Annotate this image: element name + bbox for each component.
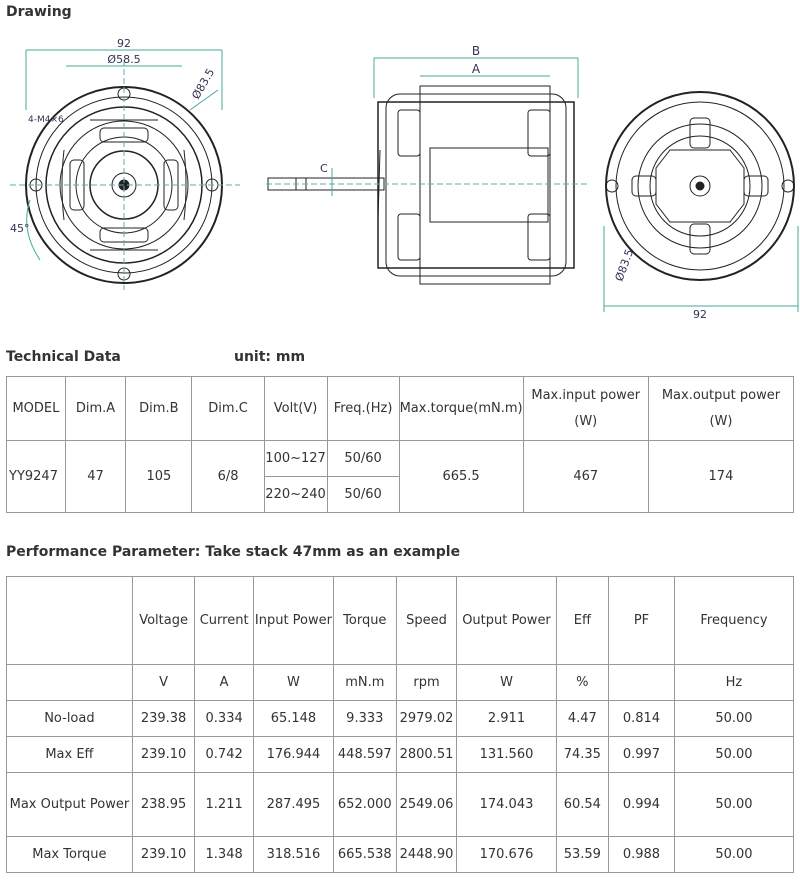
performance-row-max-output-power [7,773,794,837]
cell-torque: 652.000 [333,773,396,837]
unit-torque: mN.m [333,665,396,701]
header-speed: Speed [396,577,457,665]
cell-torque: 665.538 [333,837,396,873]
cell-current: 0.334 [195,701,254,737]
technical-unit: unit: mm [234,349,306,365]
front-inner-dia-dim: Ø58.5 [107,53,141,66]
freq-value-1: 50/60 [327,441,399,477]
cell-eff: 74.35 [556,737,608,773]
cell-voltage: 239.10 [132,737,194,773]
row-label: Max Torque [7,837,133,873]
header-output-power: Output Power [457,577,556,665]
performance-header-row [7,577,794,665]
back-view [604,92,798,312]
header-dim-b: Dim.B [126,377,192,441]
cell-speed: 2549.06 [396,773,457,837]
header-max-input: Max.input power (W) [523,377,648,441]
volt-value-1: 100~127 [264,441,327,477]
header-model: MODEL [7,377,66,441]
row-label: No-load [7,701,133,737]
cell-current: 1.211 [195,773,254,837]
cell-torque: 9.333 [333,701,396,737]
cell-pf: 0.988 [609,837,675,873]
technical-row-1 [7,441,794,477]
header-eff: Eff [556,577,608,665]
cell-frequency: 50.00 [674,837,793,873]
model-value: YY9247 [7,441,66,513]
technical-data-table [6,376,794,513]
volt-value-2: 220~240 [264,477,327,513]
freq-value-2: 50/60 [327,477,399,513]
header-frequency: Frequency [674,577,793,665]
performance-row-no-load [7,701,794,737]
cell-speed: 2979.02 [396,701,457,737]
header-condition [7,577,133,665]
drawing-title: Drawing [6,4,72,20]
front-holes-dim: 4-M4×6 [28,115,64,125]
performance-row-max-eff [7,737,794,773]
unit-speed: rpm [396,665,457,701]
performance-table [6,576,794,873]
header-voltage: Voltage [132,577,194,665]
cell-pf: 0.994 [609,773,675,837]
cell-input-power: 318.516 [253,837,333,873]
front-angle-dim: 45° [10,222,30,235]
cell-output-power: 174.043 [457,773,556,837]
cell-pf: 0.997 [609,737,675,773]
row-label: Max Output Power [7,773,133,837]
unit-input-power: W [253,665,333,701]
cell-input-power: 287.495 [253,773,333,837]
side-dim-b: B [471,44,481,58]
cell-eff: 53.59 [556,837,608,873]
header-pf: PF [609,577,675,665]
side-dim-c: C [320,162,328,175]
cell-torque: 448.597 [333,737,396,773]
cell-speed: 2800.51 [396,737,457,773]
row-label: Max Eff [7,737,133,773]
technical-data-title: Technical Data [6,349,121,365]
unit-current: A [195,665,254,701]
unit-voltage: V [132,665,194,701]
side-view [266,58,590,284]
side-dim-a: A [471,62,481,76]
cell-voltage: 238.95 [132,773,194,837]
cell-input-power: 176.944 [253,737,333,773]
cell-output-power: 2.911 [457,701,556,737]
front-outer-dia-dim: Ø83.5 [189,66,218,102]
header-dim-a: Dim.A [65,377,125,441]
unit-output-power: W [457,665,556,701]
performance-title: Performance Parameter: Take stack 47mm as an example [6,544,461,560]
header-dim-c: Dim.C [192,377,264,441]
cell-frequency: 50.00 [674,701,793,737]
header-freq: Freq.(Hz) [327,377,399,441]
cell-eff: 60.54 [556,773,608,837]
motor-drawings [0,28,800,328]
cell-output-power: 131.560 [457,737,556,773]
performance-row-max-torque [7,837,794,873]
cell-current: 1.348 [195,837,254,873]
back-dia-dim: Ø83.5 [612,247,637,284]
header-current: Current [195,577,254,665]
cell-eff: 4.47 [556,701,608,737]
unit-condition [7,665,133,701]
unit-pf [609,665,675,701]
header-torque: Torque [333,577,396,665]
header-volt: Volt(V) [264,377,327,441]
dim-b-value: 105 [126,441,192,513]
cell-voltage: 239.10 [132,837,194,873]
header-max-torque: Max.torque(mN.m) [399,377,523,441]
max-input-value: 467 [523,441,648,513]
front-width-dim: 92 [117,37,131,50]
back-width-dim: 92 [693,308,707,321]
cell-output-power: 170.676 [457,837,556,873]
cell-voltage: 239.38 [132,701,194,737]
dim-c-value: 6/8 [192,441,264,513]
cell-frequency: 50.00 [674,737,793,773]
unit-eff: % [556,665,608,701]
cell-current: 0.742 [195,737,254,773]
dim-a-value: 47 [65,441,125,513]
header-max-output: Max.output power (W) [648,377,793,441]
max-torque-value: 665.5 [399,441,523,513]
performance-units-row [7,665,794,701]
cell-input-power: 65.148 [253,701,333,737]
header-input-power: Input Power [253,577,333,665]
cell-pf: 0.814 [609,701,675,737]
cell-frequency: 50.00 [674,773,793,837]
unit-frequency: Hz [674,665,793,701]
max-output-value: 174 [648,441,793,513]
technical-header-row [7,377,794,441]
cell-speed: 2448.90 [396,837,457,873]
